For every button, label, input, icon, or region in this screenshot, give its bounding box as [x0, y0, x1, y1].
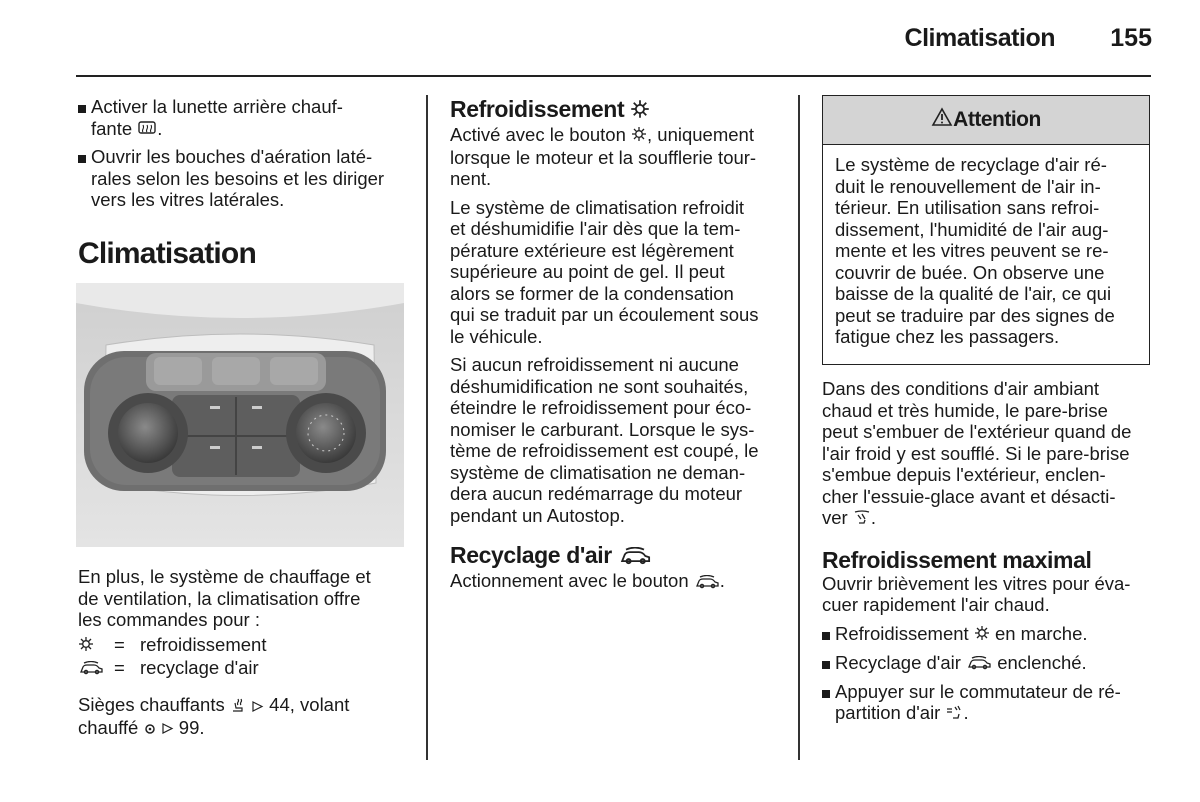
column-divider: [798, 95, 800, 760]
paragraph: Si aucun refroidissement ni aucune déshumidification ne sont souhaités, éteindre le refroidissement pour éco- nomiser le carburant. Lorsque le sys- tème de refroidissement est coupé, le système de climatisation ne deman- dera aucun redémarrage du moteur pendant un Autostop.: [450, 354, 759, 526]
page-reference-icon: [251, 696, 264, 718]
paragraph: Dans des conditions d'air ambiant chaud et très humide, le pare-brise peut s'embuer de l'extérieur quand de l'air froid y est soufflé. Si le pare-brise s'embue depuis l'extérieur, enclen- cher l'essuie-glace avant et désacti- ver .: [822, 378, 1132, 528]
warning-header: Attention: [823, 96, 1149, 145]
seat-heating-text: Sièges chauffants 44, volant chauffé 99.: [78, 694, 350, 739]
paragraph: Activé avec le bouton , uniquement lorsque le moteur et la soufflerie tour- nent.: [450, 123, 757, 190]
page-number: 155: [1110, 24, 1152, 52]
page-reference-icon: [161, 718, 174, 740]
page-title: Climatisation: [904, 24, 1055, 52]
definition-row: = refroidissement: [78, 634, 413, 657]
cooling-heading: Refroidissement: [450, 96, 790, 124]
section-heading: Climatisation: [78, 236, 256, 270]
max-cooling-heading: Refroidissement maximal: [822, 546, 1092, 573]
list-item: Ouvrir les bouches d'aération laté- rales selon les besoins et les diriger vers les vitres latérales.: [78, 146, 413, 211]
climate-panel-illustration: [76, 283, 404, 547]
air-recirculation-icon: [966, 653, 992, 675]
heated-wheel-icon: [144, 718, 156, 740]
warning-triangle-icon: [931, 107, 953, 133]
intro-line: les commandes pour :: [78, 609, 261, 630]
column-divider: [426, 95, 428, 760]
windscreen-airflow-icon: [853, 508, 871, 530]
list-item: Appuyer sur le commutateur de ré- partition d'air .: [822, 681, 1157, 725]
rear-window-heat-icon: [137, 119, 157, 141]
warning-body: Le système de recyclage d'air ré- duit le renouvellement de l'air in- térieur. En utilisation sans refroi- dissement, l'humidité de l'air aug- mente et les vitres peuvent se re- couvrir de buée. On observe une baisse de la qualité de l'air, ce qui peut se traduire par des signes de fatigue chez les passagers.: [835, 154, 1115, 347]
list-item: Refroidissement en marche.: [822, 623, 1157, 646]
recirculation-heading: Recyclage d'air: [450, 542, 790, 570]
snowflake-icon: [630, 98, 650, 124]
heated-seat-icon: [230, 696, 246, 718]
intro-line: de ventilation, la climatisation offre: [78, 587, 361, 609]
intro-line: En plus, le système de chauffage et: [78, 566, 371, 587]
air-recirculation-icon: [78, 658, 104, 680]
air-distribution-icon: [945, 703, 963, 725]
snowflake-icon: [631, 125, 647, 147]
column-2: [450, 96, 790, 593]
header-rule: [76, 75, 1151, 77]
definition-row: = recyclage d'air: [78, 656, 413, 679]
air-recirculation-icon: [618, 544, 652, 570]
list-item: Activer la lunette arrière chauf- fante .: [78, 96, 413, 140]
list-item: Recyclage d'air enclenché.: [822, 652, 1157, 675]
paragraph: Le système de climatisation refroidit et déshumidifie l'air dès que la tem- pérature extérieure est légèrement supérieure au point de gel. Il peut alors se former de la condensation qui se traduit par un écoulement sous le véhicule.: [450, 196, 759, 347]
paragraph: Actionnement avec le bouton .: [450, 570, 725, 592]
air-recirculation-icon: [694, 572, 720, 594]
column-3: [822, 378, 1157, 731]
paragraph: Ouvrir brièvement les vitres pour éva- cuer rapidement l'air chaud.: [822, 572, 1131, 616]
warning-box: [822, 95, 1150, 365]
snowflake-icon: [78, 635, 94, 657]
snowflake-icon: [974, 624, 990, 646]
column-1-lower: [78, 566, 413, 740]
column-1: [78, 96, 413, 270]
